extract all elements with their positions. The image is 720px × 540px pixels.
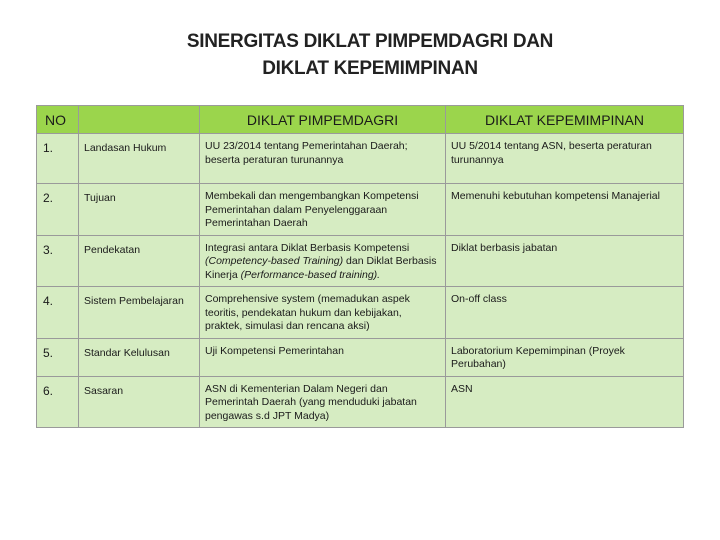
table-row	[37, 235, 684, 287]
row-pimpemdagri: UU 23/2014 tentang Pemerintahan Daerah; beserta peraturan turunannya	[200, 134, 446, 184]
row-kepemimpinan: On-off class	[446, 287, 684, 339]
approach-text-competency: (Competency-based Training)	[205, 255, 344, 267]
row-aspect: Tujuan	[79, 184, 200, 236]
row-number: 4.	[37, 287, 79, 339]
row-number: 5.	[37, 338, 79, 376]
page-title	[0, 28, 720, 82]
header-no: NO	[37, 106, 79, 134]
row-aspect: Sasaran	[79, 376, 200, 428]
row-aspect: Sistem Pembelajaran	[79, 287, 200, 339]
row-number: 1.	[37, 134, 79, 184]
row-aspect: Pendekatan	[79, 235, 200, 287]
row-pimpemdagri	[200, 235, 446, 287]
header-kepemimpinan: DIKLAT KEPEMIMPINAN	[446, 106, 684, 134]
approach-text-1: Integrasi antara Diklat Berbasis Kompetensi	[205, 241, 410, 254]
row-pimpemdagri: Comprehensive system (memadukan aspek teoritis, pendekatan hukum dan kebijakan, praktek, simulasi dan rencana aksi)	[200, 287, 446, 339]
row-aspect: Standar Kelulusan	[79, 338, 200, 376]
row-kepemimpinan: Memenuhi kebutuhan kompetensi Manajerial	[446, 184, 684, 236]
table-row	[37, 134, 684, 184]
header-pimpemdagri: DIKLAT PIMPEMDAGRI	[200, 106, 446, 134]
header-aspect	[79, 106, 200, 134]
table-row	[37, 184, 684, 236]
approach-text-2: dan Diklat Berbasis Kinerja	[205, 255, 437, 281]
row-number: 2.	[37, 184, 79, 236]
page-title-line-1: SINERGITAS DIKLAT PIMPEMDAGRI DAN	[186, 31, 554, 52]
table-row	[37, 338, 684, 376]
table-row	[37, 287, 684, 339]
row-pimpemdagri: ASN di Kementerian Dalam Negeri dan Pemerintah Daerah (yang menduduki jabatan pengawas s.d JPT Madya)	[200, 376, 446, 428]
page-title-line-2: DIKLAT KEPEMIMPINAN	[262, 58, 478, 79]
row-kepemimpinan: Laboratorium Kepemimpinan (Proyek Perubahan)	[446, 338, 684, 376]
row-kepemimpinan: Diklat berbasis jabatan	[446, 235, 684, 287]
row-number: 3.	[37, 235, 79, 287]
row-kepemimpinan: ASN	[446, 376, 684, 428]
approach-text-performance: (Performance-based training).	[240, 268, 381, 281]
row-pimpemdagri: Membekali dan mengembangkan Kompetensi Pemerintahan dalam Penyelenggaraan Pemerintahan Daerah	[200, 184, 446, 236]
comparison-table	[36, 105, 684, 428]
row-number: 6.	[37, 376, 79, 428]
row-kepemimpinan: UU 5/2014 tentang ASN, beserta peraturan turunannya	[446, 134, 684, 184]
row-pimpemdagri: Uji Kompetensi Pemerintahan	[200, 338, 446, 376]
table-header-row	[37, 106, 684, 134]
row-aspect: Landasan Hukum	[79, 134, 200, 184]
table-row	[37, 376, 684, 428]
